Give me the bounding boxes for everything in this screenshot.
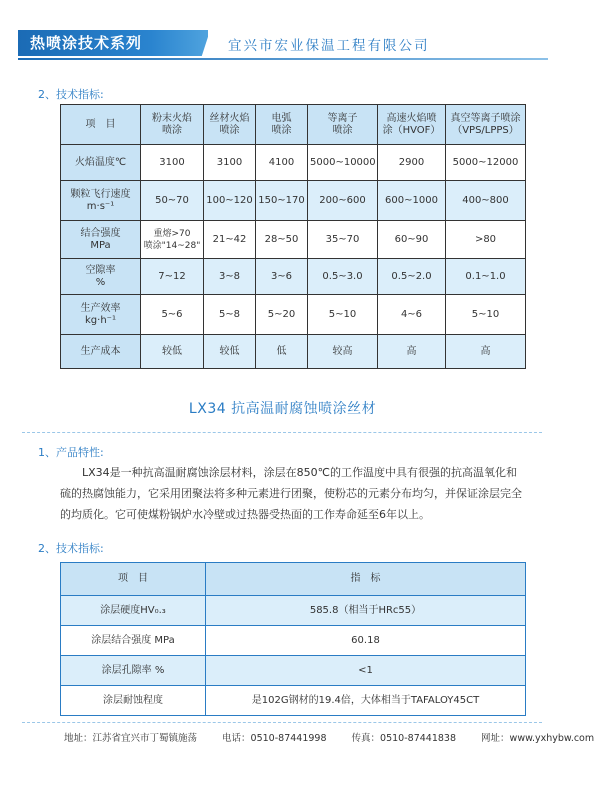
table-row [61, 335, 526, 369]
table-cell: 5~20 [256, 295, 308, 335]
table-cell: 150~170 [256, 181, 308, 221]
footer [64, 730, 616, 744]
spec-value: 是102G钢材的19.4倍，大体相当于TAFALOY45CT [206, 686, 526, 716]
table-row [61, 686, 526, 716]
table-cell: 5~6 [141, 295, 204, 335]
table-cell: 5000~12000 [446, 145, 526, 181]
table-cell: 5~10 [446, 295, 526, 335]
table-cell: >80 [446, 221, 526, 259]
table-cell: 重熔>70 喷涂"14~28" [141, 221, 204, 259]
table-cell: 较低 [204, 335, 256, 369]
table-row [61, 626, 526, 656]
table-cell: 5~10 [308, 295, 378, 335]
table-cell: 28~50 [256, 221, 308, 259]
table-row [61, 656, 526, 686]
table-cell: 高 [446, 335, 526, 369]
divider [22, 432, 542, 434]
company-name: 宜兴市宏业保温工程有限公司 [228, 38, 430, 54]
table-cell: 400~800 [446, 181, 526, 221]
col-header: 项 目 [61, 105, 141, 145]
table-row [61, 181, 526, 221]
row-label: 结合强度 MPa [61, 221, 141, 259]
section-tech-label: 2、技术指标: [38, 88, 104, 101]
table-header-row [61, 563, 526, 596]
table-cell: 低 [256, 335, 308, 369]
table-cell: 0.1~1.0 [446, 259, 526, 295]
table-cell: 60~90 [378, 221, 446, 259]
col-header: 高速火焰喷 涂（HVOF） [378, 105, 446, 145]
table-cell: 35~70 [308, 221, 378, 259]
table-cell: 高 [378, 335, 446, 369]
spec-item: 涂层结合强度 MPa [61, 626, 206, 656]
col-header: 丝材火焰 喷涂 [204, 105, 256, 145]
table-cell: 0.5~2.0 [378, 259, 446, 295]
col-header: 项 目 [61, 563, 206, 596]
specs-label: 2、技术指标: [38, 542, 104, 555]
spec-item: 涂层孔隙率 % [61, 656, 206, 686]
features-label: 1、产品特性: [38, 446, 104, 459]
table-cell: 3100 [141, 145, 204, 181]
footer-address: 地址：江苏省宜兴市丁蜀镇施荡 [64, 733, 198, 744]
col-header: 指 标 [206, 563, 526, 596]
table-cell: 50~70 [141, 181, 204, 221]
row-label: 空隙率 % [61, 259, 141, 295]
col-header: 真空等离子喷涂 （VPS/LPPS） [446, 105, 526, 145]
col-header: 电弧 喷涂 [256, 105, 308, 145]
table-row [61, 596, 526, 626]
spec-value: <1 [206, 656, 526, 686]
footer-web: 网址：www.yxhybw.com [481, 733, 595, 744]
table-cell: 2900 [378, 145, 446, 181]
table-cell: 0.5~3.0 [308, 259, 378, 295]
col-header: 粉末火焰 喷涂 [141, 105, 204, 145]
spec-value: 585.8（相当于HRc55） [206, 596, 526, 626]
header-rule [18, 58, 548, 60]
product-title: LX34 抗高温耐腐蚀喷涂丝材 [188, 401, 377, 417]
table-cell: 600~1000 [378, 181, 446, 221]
row-label: 颗粒飞行速度 m·s⁻¹ [61, 181, 141, 221]
table-header-row [61, 105, 526, 145]
features-paragraph: LX34是一种抗高温耐腐蚀涂层材料，涂层在850℃的工作温度中具有很强的抗高温氧化和硫的热腐蚀能力，它采用团聚法将多种元素进行团聚，使粉芯的元素分布均匀，并保证涂层完全的均质化。它可使煤粉锅炉水冷壁或过热器受热面的工作寿命延至6年以上。 [60, 466, 522, 521]
table-cell: 5~8 [204, 295, 256, 335]
table-cell: 3100 [204, 145, 256, 181]
table-cell: 4100 [256, 145, 308, 181]
spray-comparison-table [60, 104, 526, 369]
table-cell: 较高 [308, 335, 378, 369]
table-cell: 4~6 [378, 295, 446, 335]
table-cell: 200~600 [308, 181, 378, 221]
table-row [61, 221, 526, 259]
spec-item: 涂层耐蚀程度 [61, 686, 206, 716]
table-cell: 较低 [141, 335, 204, 369]
table-row [61, 295, 526, 335]
table-cell: 5000~10000 [308, 145, 378, 181]
footer-divider [22, 722, 542, 724]
table-row [61, 145, 526, 181]
col-header: 等离子 喷涂 [308, 105, 378, 145]
series-title: 热喷涂技术系列 [30, 34, 143, 52]
table-cell: 3~8 [204, 259, 256, 295]
spec-item: 涂层硬度HV₀.₃ [61, 596, 206, 626]
table-cell: 3~6 [256, 259, 308, 295]
page-header [0, 0, 565, 70]
footer-phone: 电话：0510-87441998 [222, 733, 327, 744]
row-label: 生产成本 [61, 335, 141, 369]
row-label: 火焰温度℃ [61, 145, 141, 181]
table-cell: 100~120 [204, 181, 256, 221]
spec-value: 60.18 [206, 626, 526, 656]
specs-table [60, 562, 526, 716]
table-cell: 7~12 [141, 259, 204, 295]
table-row [61, 259, 526, 295]
row-label: 生产效率 kg·h⁻¹ [61, 295, 141, 335]
table-cell: 21~42 [204, 221, 256, 259]
footer-fax: 传真：0510-87441838 [351, 733, 457, 744]
